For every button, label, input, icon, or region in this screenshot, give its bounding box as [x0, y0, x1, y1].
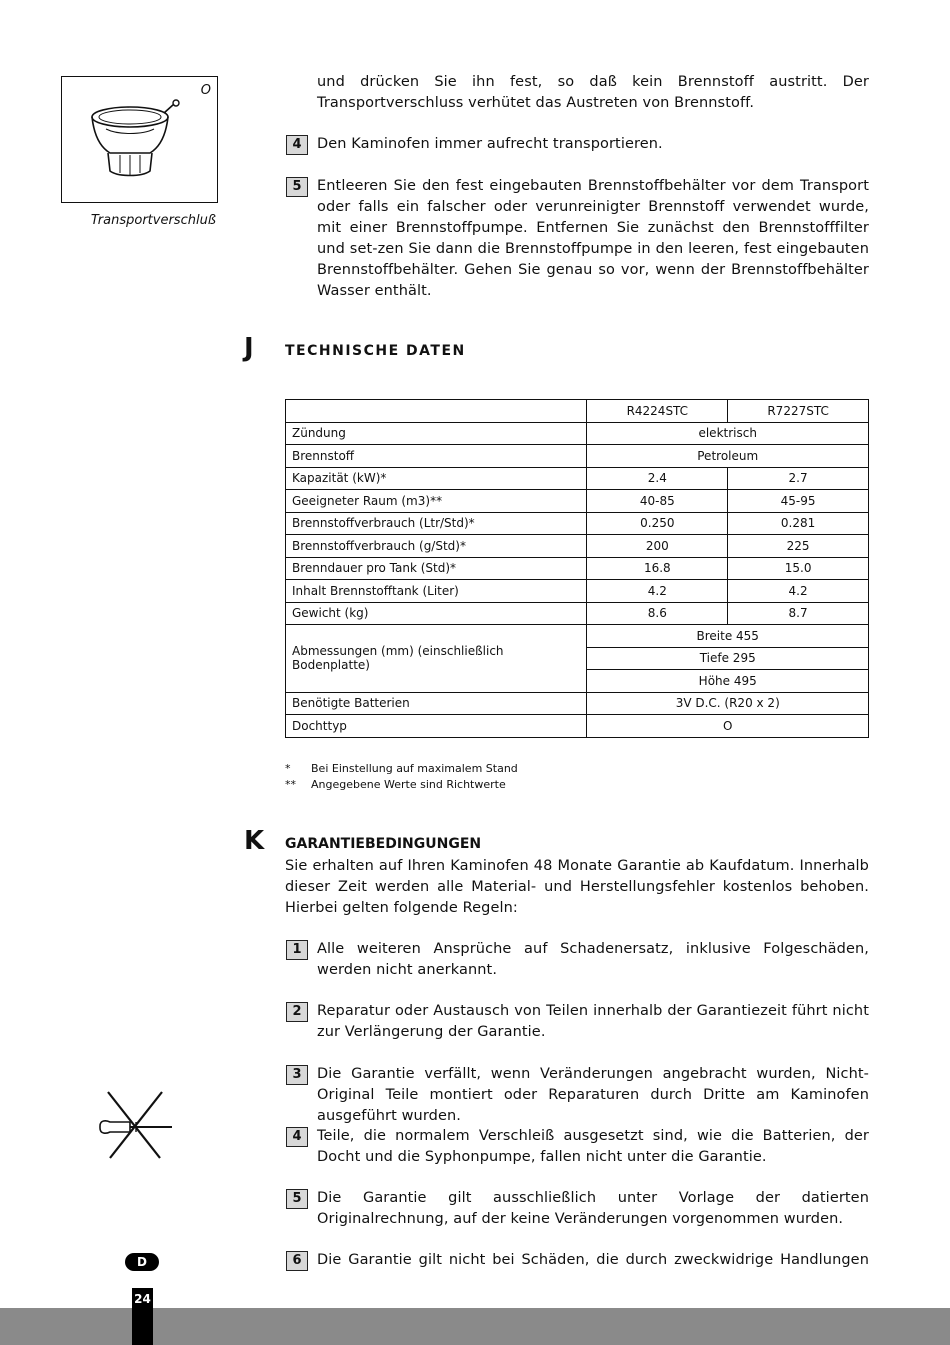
row-label: Brenndauer pro Tank (Std)*	[286, 557, 587, 580]
table-row	[286, 490, 869, 513]
dimension-value: Breite 455	[587, 625, 869, 648]
transport-cap-figure	[61, 76, 218, 203]
table-corner-cell	[286, 400, 587, 423]
technical-data-table	[285, 399, 869, 738]
row-label: Brennstoffverbrauch (g/Std)*	[286, 535, 587, 558]
transport-cap-icon	[82, 95, 192, 190]
cell-value: 0.250	[587, 512, 728, 535]
row-label: Dochttyp	[286, 715, 587, 738]
item-number: 5	[286, 1189, 308, 1209]
model-header: R7227STC	[728, 400, 869, 423]
step-number: 5	[286, 177, 308, 197]
warranty-intro: Sie erhalten auf Ihren Kaminofen 48 Monate Garantie ab Kaufdatum. Innerhalb dieser Zeit werden alle Material- und Herstellungsfehler kostenlos behoben. Hierbei gelten folgende Regeln:	[285, 858, 869, 916]
table-row	[286, 445, 869, 468]
figure-letter: O	[200, 83, 211, 98]
section-j-letter: J	[244, 333, 254, 363]
step-number: 4	[286, 135, 308, 155]
section-k-letter: K	[244, 826, 265, 856]
cell-value: 0.281	[728, 512, 869, 535]
table-row	[286, 535, 869, 558]
model-header: R4224STC	[587, 400, 728, 423]
table-row	[286, 602, 869, 625]
cell-value: 4.2	[587, 580, 728, 603]
cell-value: 2.7	[728, 467, 869, 490]
figure-caption: Transportverschluß	[90, 213, 216, 228]
cell-value: 225	[728, 535, 869, 558]
table-row	[286, 557, 869, 580]
merged-value: O	[587, 715, 869, 738]
item-text: Reparatur oder Austausch von Teilen innerhalb der Garantiezeit führt nicht zur Verlängerung der Garantie.	[317, 1003, 869, 1040]
cell-value: 8.6	[587, 602, 728, 625]
item-text: Die Garantie gilt nicht bei Schäden, die durch zweckwidrige Handlungen	[317, 1252, 869, 1268]
footnote-text: Bei Einstellung auf maximalem Stand	[311, 762, 518, 775]
cell-value: 45-95	[728, 490, 869, 513]
row-label: Abmessungen (mm) (einschließlich Bodenplatte)	[286, 625, 587, 693]
cell-value: 4.2	[728, 580, 869, 603]
table-row	[286, 467, 869, 490]
table-row	[286, 625, 869, 648]
page-number-text: 24	[134, 1292, 151, 1306]
step-text: Entleeren Sie den fest eingebauten Brennstoffbehälter vor dem Transport oder falls ein falscher oder verunreinigter Brennstoff verwendet wurde, mit einer Brennstoffpumpe. Entfernen Sie zunächst den Brennstofffilter und set-zen Sie dann die Brennstoffpumpe in den leeren, fest eingebauten Brennstoffbehälter. Gehen Sie genau so vor, wenn der Brennstoffbehälter Wasser enthält.	[317, 178, 869, 299]
cell-value: 40-85	[587, 490, 728, 513]
page-number	[132, 1288, 153, 1345]
footnote-mark: *	[285, 762, 291, 775]
item-text: Teile, die normalem Verschleiß ausgesetzt sind, wie die Batterien, der Docht und die Syphonpumpe, fallen nicht unter die Garantie.	[317, 1128, 869, 1165]
row-label: Inhalt Brennstofftank (Liter)	[286, 580, 587, 603]
row-label: Benötigte Batterien	[286, 692, 587, 715]
item-number: 2	[286, 1002, 308, 1022]
item-number: 3	[286, 1065, 308, 1085]
row-label: Zündung	[286, 422, 587, 445]
item-text: Die Garantie verfällt, wenn Veränderungen angebracht wurden, Nicht-Original Teile montiert oder Reparaturen durch Dritte am Kaminofen ausgeführt wurden.	[317, 1066, 869, 1124]
merged-value: Petroleum	[587, 445, 869, 468]
item-number: 1	[286, 940, 308, 960]
cell-value: 2.4	[587, 467, 728, 490]
row-label: Gewicht (kg)	[286, 602, 587, 625]
item-text: Alle weiteren Ansprüche auf Schadenersatz, inklusive Folgeschäden, werden nicht anerkannt.	[317, 941, 869, 978]
dimension-value: Höhe 495	[587, 670, 869, 693]
cell-value: 200	[587, 535, 728, 558]
row-label: Brennstoffverbrauch (Ltr/Std)*	[286, 512, 587, 535]
language-badge: D	[125, 1253, 159, 1271]
intro-line-2: Transportverschluss verhütet das Austreten von Brennstoff.	[317, 95, 755, 111]
footnote-text: Angegebene Werte sind Richtwerte	[311, 778, 506, 791]
table-row	[286, 422, 869, 445]
item-text: Die Garantie gilt ausschließlich unter Vorlage der datierten Originalrechnung, auf der keine Veränderungen vorgenommen wurden.	[317, 1190, 869, 1227]
row-label: Kapazität (kW)*	[286, 467, 587, 490]
step-text: Den Kaminofen immer aufrecht transportieren.	[317, 136, 663, 152]
item-number: 6	[286, 1251, 308, 1271]
cell-value: 15.0	[728, 557, 869, 580]
section-j-title: TECHNISCHE DATEN	[285, 343, 466, 359]
table-row	[286, 692, 869, 715]
table-row	[286, 580, 869, 603]
footnote-mark: **	[285, 778, 296, 791]
merged-value: 3V D.C. (R20 x 2)	[587, 692, 869, 715]
no-screwdriver-icon	[96, 1088, 176, 1162]
table-row	[286, 715, 869, 738]
row-label: Brennstoff	[286, 445, 587, 468]
cell-value: 8.7	[728, 602, 869, 625]
item-number: 4	[286, 1127, 308, 1147]
table-row	[286, 512, 869, 535]
intro-line-1: und drücken Sie ihn fest, so daß kein Brennstoff austritt. Der	[317, 74, 869, 90]
row-label: Geeigneter Raum (m3)**	[286, 490, 587, 513]
dimension-value: Tiefe 295	[587, 647, 869, 670]
cell-value: 16.8	[587, 557, 728, 580]
section-k-title: GARANTIEBEDINGUNGEN	[285, 836, 482, 852]
table-row	[286, 400, 869, 423]
merged-value: elektrisch	[587, 422, 869, 445]
